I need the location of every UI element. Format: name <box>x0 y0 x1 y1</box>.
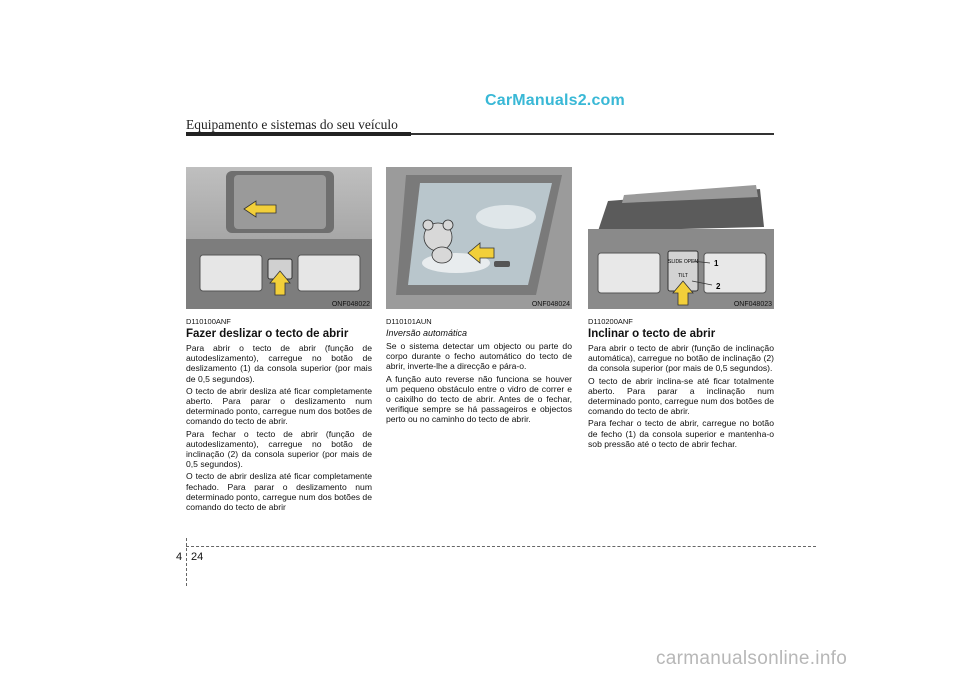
paragraph: Para abrir o tecto de abrir (função de autodeslizamento), carregue no botão de deslizamento (1) da consola superior (por mais de 0,5 segundos). <box>186 343 372 384</box>
figure-slide-console <box>186 167 372 309</box>
illustration-sunroof-teddy <box>386 167 572 309</box>
watermark-carmanualsonline: carmanualsonline.info <box>656 648 848 669</box>
column-tilt-sunroof <box>588 167 774 451</box>
chapter-number: 4 <box>176 551 183 563</box>
paragraph: Se o sistema detectar um objecto ou parte do corpo durante o fecho automático do tecto de abrir, inverte-lhe a direcção e pára-o. <box>386 341 572 372</box>
page-number: 24 <box>191 551 204 563</box>
paragraph: O tecto de abrir desliza até ficar completamente fechado. Para parar o deslizamento num determinado ponto, carregue num dos botões de comando do tecto de abrir <box>186 471 372 513</box>
paragraph: Para fechar o tecto de abrir, carregue no botão de fecho (1) da consola superior e mantenha-o sob pressão até o tecto de abrir fechar. <box>588 418 774 449</box>
button-label-tilt: TILT <box>678 273 688 279</box>
figure-code: ONF048023 <box>733 301 772 308</box>
illustration-tilt-console <box>588 167 774 309</box>
figure-code: ONF048022 <box>331 301 370 308</box>
figure-code: ONF048024 <box>531 301 570 308</box>
column-slide-sunroof <box>186 167 372 514</box>
paragraph: O tecto de abrir inclina-se até ficar totalmente aberto. Para parar a inclinação num determinado ponto, carregue num dos botões de comando do tecto de abrir. <box>588 375 774 417</box>
footer-vertical-rule <box>186 538 187 586</box>
watermark-carmanuals2: CarManuals2.com <box>485 92 625 109</box>
page-header-title: Equipamento e sistemas do seu veículo <box>186 117 398 132</box>
footer-dashed-rule <box>186 546 816 547</box>
paragraph: A função auto reverse não funciona se houver um pequeno obstáculo entre o vidro de correr e o caixilho do tecto de abrir. Antes de o fechar, verifique sempre se há passageiros e objectos perto ou no caminho do tecto de abrir. <box>386 373 572 425</box>
figure-auto-reverse <box>386 167 572 309</box>
section-code: D110101AUN <box>386 317 432 326</box>
paragraph: Para abrir o tecto de abrir (função de inclinação automática), carregue no botão de inclinação (2) da consola superior (por mais de 0,5 segundos). <box>588 343 774 374</box>
callout-2: 2 <box>716 282 721 291</box>
column-auto-reverse <box>386 167 572 427</box>
paragraph: O tecto de abrir desliza até ficar completamente aberto. Para parar o deslizamento num determinado ponto, carregue num dos botões de comando do tecto de abrir. <box>186 385 372 427</box>
section-subheading: Inversão automática <box>386 328 468 338</box>
section-heading: Inclinar o tecto de abrir <box>588 328 716 340</box>
section-code: D110100ANF <box>186 317 231 326</box>
header-rule-accent <box>186 132 411 136</box>
section-code: D110200ANF <box>588 317 633 326</box>
button-label-slide-open: SLIDE OPEN <box>667 259 699 265</box>
illustration-overhead-console <box>186 167 372 309</box>
section-heading: Fazer deslizar o tecto de abrir <box>186 328 349 340</box>
paragraph: Para fechar o tecto de abrir (função de autodeslizamento), carregue no botão de inclinação (2) da consola superior (por mais de 0,5 segundos). <box>186 428 372 470</box>
callout-1: 1 <box>714 259 719 268</box>
figure-tilt-console <box>588 167 774 309</box>
